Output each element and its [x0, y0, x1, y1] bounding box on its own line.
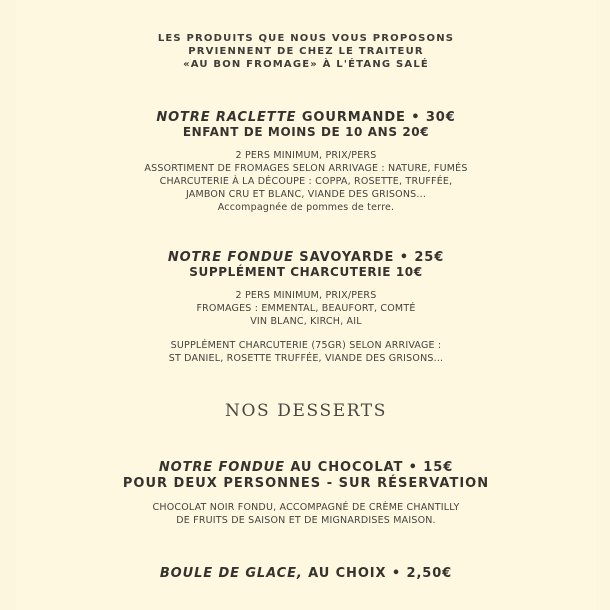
- raclette-line-1: 2 PERS MINIMUM, PRIX/PERS: [235, 150, 377, 161]
- raclette-line-4: JAMBON CRU ET BLANC, VIANDE DES GRISONS...: [185, 189, 427, 200]
- fondue-savoyarde-title-italic: NOTRE FONDUE: [167, 250, 294, 265]
- glace-title-rest: AU CHOIX • 2,50€: [302, 566, 453, 581]
- raclette-line-2: ASSORTIMENT DE FROMAGES SELON ARRIVAGE : NATURE, FUMÉS: [144, 163, 468, 174]
- fondue-savoyarde-subtitle: SUPPLÉMENT CHARCUTERIE 10€: [189, 265, 423, 279]
- fondue-chocolat-subtitle: POUR DEUX PERSONNES - SUR RÉSERVATION: [122, 476, 490, 491]
- fondue-chocolat-line-2: DE FRUITS DE SAISON ET DE MIGNARDISES MAISON.: [176, 515, 436, 526]
- raclette-line-3: CHARCUTERIE À LA DÉCOUPE : COPPA, ROSETTE, TRUFFÉE,: [159, 176, 453, 187]
- fondue-savoyarde-title: [16, 251, 596, 264]
- raclette-title-rest: GOURMANDE • 30€: [296, 110, 456, 125]
- fondue-chocolat-title-italic: NOTRE FONDUE: [158, 460, 285, 475]
- intro-line-1: LES PRODUITS QUE NOUS VOUS PROPOSONS: [157, 33, 455, 44]
- desserts-section-title: NOS DESSERTS: [225, 401, 387, 421]
- fondue-savoyarde-line-3: VIN BLANC, KIRCH, AIL: [250, 316, 362, 327]
- fondue-chocolat-title: [16, 461, 596, 474]
- raclette-title-italic: NOTRE RACLETTE: [156, 110, 297, 125]
- fondue-chocolat-line-1: CHOCOLAT NOIR FONDU, ACCOMPAGNÉ DE CRÈME CHANTILLY: [152, 502, 460, 513]
- glace-title-italic: BOULE DE GLACE,: [159, 566, 303, 581]
- fondue-savoyarde-supplement-1: SUPPLÉMENT CHARCUTERIE (75GR) SELON ARRIVAGE :: [170, 340, 442, 351]
- raclette-subtitle: ENFANT DE MOINS DE 10 ANS 20€: [182, 125, 430, 139]
- fondue-chocolat-title-rest: AU CHOCOLAT • 15€: [284, 460, 454, 475]
- raclette-line-5: Accompagnée de pommes de terre.: [217, 202, 395, 213]
- intro-line-2: PRVIENNENT DE CHEZ LE TRAITEUR: [188, 46, 424, 57]
- raclette-title: [16, 111, 596, 124]
- glace-title: [16, 567, 596, 580]
- menu-page: [16, 0, 596, 610]
- fondue-savoyarde-line-1: 2 PERS MINIMUM, PRIX/PERS: [235, 290, 377, 301]
- fondue-savoyarde-title-rest: SAVOYARDE • 25€: [293, 250, 445, 265]
- fondue-savoyarde-line-2: FROMAGES : EMMENTAL, BEAUFORT, COMTÉ: [196, 303, 416, 314]
- intro-line-3: «AU BON FROMAGE» À L'ÉTANG SALÉ: [183, 59, 429, 70]
- fondue-savoyarde-supplement-2: ST DANIEL, ROSETTE TRUFFÉE, VIANDE DES GRISONS...: [168, 353, 444, 364]
